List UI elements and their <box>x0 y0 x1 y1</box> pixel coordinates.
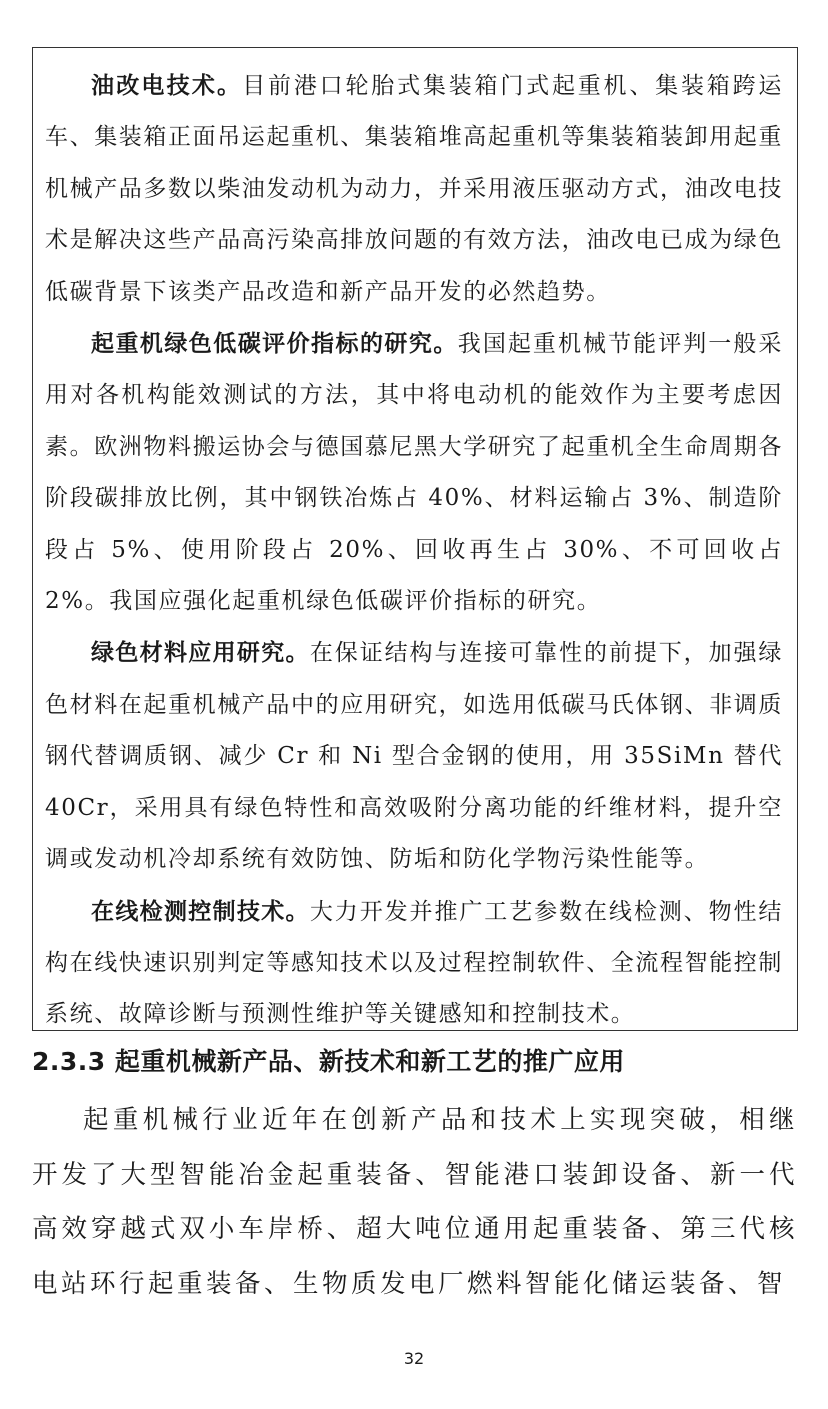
paragraph-lead: 绿色材料应用研究。 <box>91 639 310 667</box>
paragraph-green-materials <box>45 627 783 885</box>
paragraph-text: 我国起重机械节能评判一般采用对各机构能效测试的方法，其中将电动机的能效作为主要考虑因素。欧洲物料搬运协会与德国慕尼黑大学研究了起重机全生命周期各阶段碳排放比例，其中钢铁冶炼占 40%、材料运输占 3%、制造阶段占 5%、使用阶段占 20%、回收再生占 30%、不可回收占 2%。我国应强化起重机绿色低碳评价指标的研究。 <box>45 331 783 615</box>
paragraph-text: 大力开发并推广工艺参数在线检测、物性结构在线快速识别判定等感知技术以及过程控制软件、全流程智能控制系统、故障诊断与预测性维护等关键感知和控制技术。 <box>45 898 784 1028</box>
page-number: 32 <box>403 1349 425 1368</box>
highlight-box <box>32 47 798 1031</box>
paragraph-online-detection <box>45 886 783 1041</box>
paragraph-oil-to-electric <box>45 60 783 318</box>
paragraph-lead: 油改电技术。 <box>91 72 243 99</box>
paragraph-green-evaluation <box>45 318 783 627</box>
paragraph-text: 目前港口轮胎式集装箱门式起重机、集装箱跨运车、集装箱正面吊运起重机、集装箱堆高起重机等集装箱装卸用起重机械产品多数以柴油发动机为动力，并采用液压驱动方式，油改电技术是解决这些产品高污染高排放问题的有效方法，油改电已成为绿色低碳背景下该类产品改造和新产品开发的必然趋势。 <box>45 73 783 305</box>
paragraph-lead: 在线检测控制技术。 <box>91 897 310 925</box>
section-body: 起重机械行业近年在创新产品和技术上实现突破，相继开发了大型智能冶金起重装备、智能港口装卸设备、新一代高效穿越式双小车岸桥、超大吨位通用起重装备、第三代核电站环行起重装备、生物质发电厂燃料智能化储运装备、智 <box>32 1105 798 1299</box>
section-heading: 2.3.3 起重机械新产品、新技术和新工艺的推广应用 <box>32 1047 625 1076</box>
paragraph-text: 在保证结构与连接可靠性的前提下，加强绿色材料在起重机械产品中的应用研究，如选用低碳马氏体钢、非调质钢代替调质钢、减少 Cr 和 Ni 型合金钢的使用，用 35SiMn 替代 40Cr，采用具有绿色特性和高效吸附分离功能的纤维材料，提升空调或发动机冷却系统有效防蚀、防垢和防化学物污染性能等。 <box>45 640 784 873</box>
paragraph-lead: 起重机绿色低碳评价指标的研究。 <box>91 330 458 358</box>
